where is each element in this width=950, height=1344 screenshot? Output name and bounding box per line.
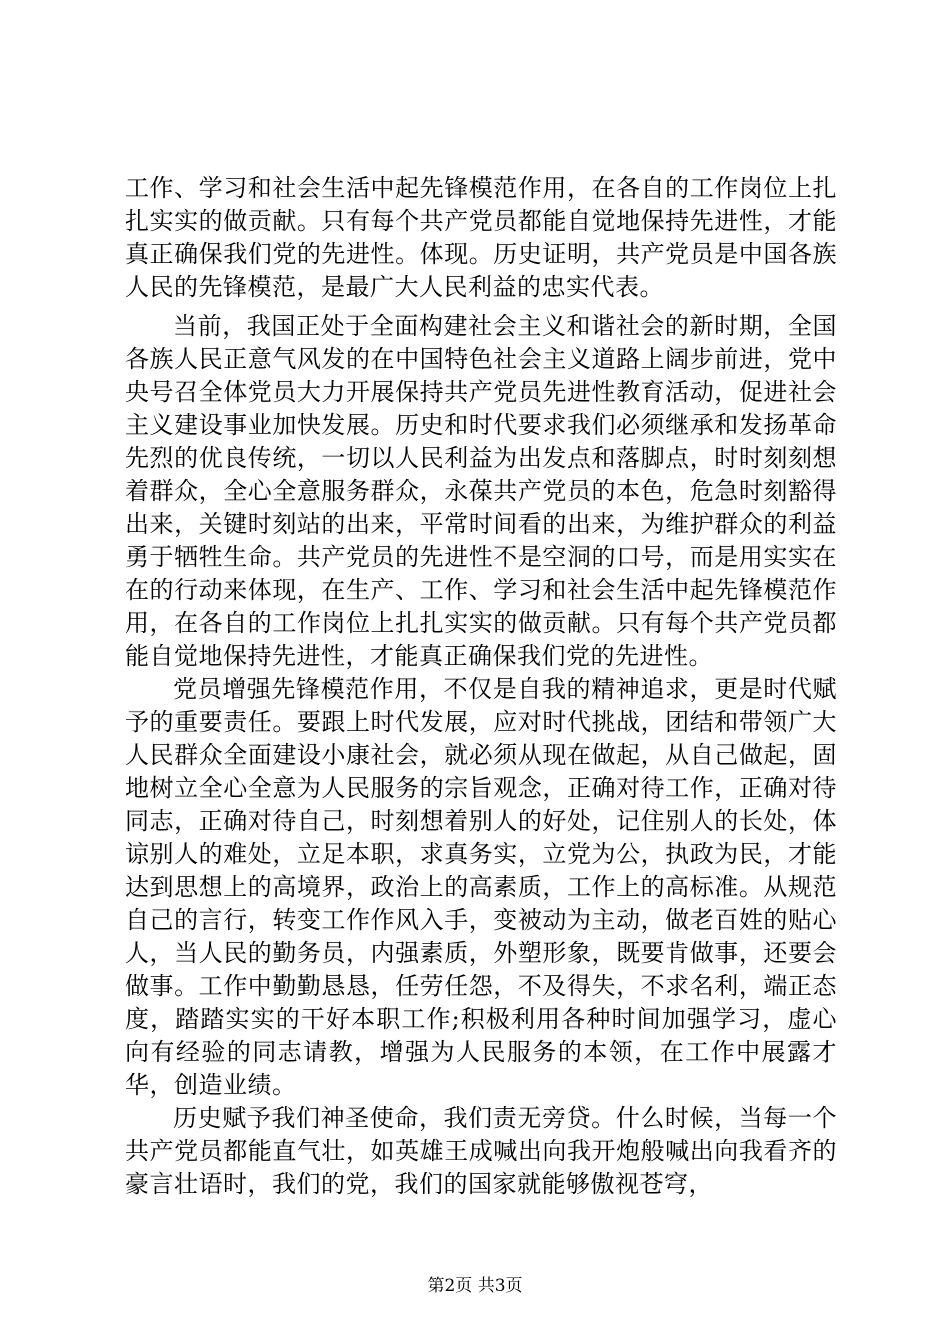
paragraph-historic-mission: 历史赋予我们神圣使命，我们责无旁贷。什么时候，当每一个共产党员都能直气壮，如英雄王成喊出向我开炮般喊出向我看齐的豪言壮语时，我们的党，我们的国家就能够傲视苍穹， xyxy=(125,1104,837,1198)
paragraph-party-member-role: 党员增强先锋模范作用，不仅是自我的精神追求，更是时代赋予的重要责任。要跟上时代发展，应对时代挑战，团结和带领广大人民群众全面建设小康社会，就必须从现在做起，从自己做起，固地树立全心全意为人民服务的宗旨观念，正确对待工作，正确对待同志，正确对待自己，时刻想着别人的好处，记住别人的长处，体谅别人的难处，立足本职，求真务实，立党为公，执政为民，才能达到思想上的高境界，政治上的高素质，工作上的高标准。从规范自己的言行，转变工作作风入手，变被动为主动，做老百姓的贴心人，当人民的勤务员，内强素质，外塑形象，既要肯做事，还要会做事。工作中勤勤恳恳，任劳任怨，不及得失，不求名利，端正态度，踏踏实实的干好本职工作;积极利用各种时间加强学习，虚心向有经验的同志请教，增强为人民服务的本领，在工作中展露才华，创造业绩。 xyxy=(125,675,837,1099)
body-text-top xyxy=(125,172,837,304)
body-text-main xyxy=(125,310,837,1201)
page-footer: 第2页 共3页 xyxy=(427,1276,523,1296)
paragraph-continuation: 工作、学习和社会生活中起先锋模范作用，在各自的工作岗位上扎扎实实的做贡献。只有每个共产党员都能自觉地保持先进性，才能真正确保我们党的先进性。体现。历史证明，共产党员是中国各族人民的先锋模范，是最广大人民利益的忠实代表。 xyxy=(125,174,837,301)
paragraph-current-period: 当前，我国正处于全面构建社会主义和谐社会的新时期，全国各族人民正意气风发的在中国特色社会主义道路上阔步前进，党中央号召全体党员大力开展保持共产党员先进性教育活动，促进社会主义建设事业加快发展。历史和时代要求我们必须继承和发扬革命先烈的优良传统，一切以人民利益为出发点和落脚点，时时刻刻想着群众，全心全意服务群众，永葆共产党员的本色，危急时刻豁得出来，关键时刻站的出来，平常时间看的出来，为维护群众的利益勇于牺牲生命。共产党员的先进性不是空洞的口号，而是用实实在在的行动来体现，在生产、工作、学习和社会生活中起先锋模范作用，在各自的工作岗位上扎扎实实的做贡献。只有每个共产党员都能自觉地保持先进性，才能真正确保我们党的先进性。 xyxy=(125,312,837,670)
